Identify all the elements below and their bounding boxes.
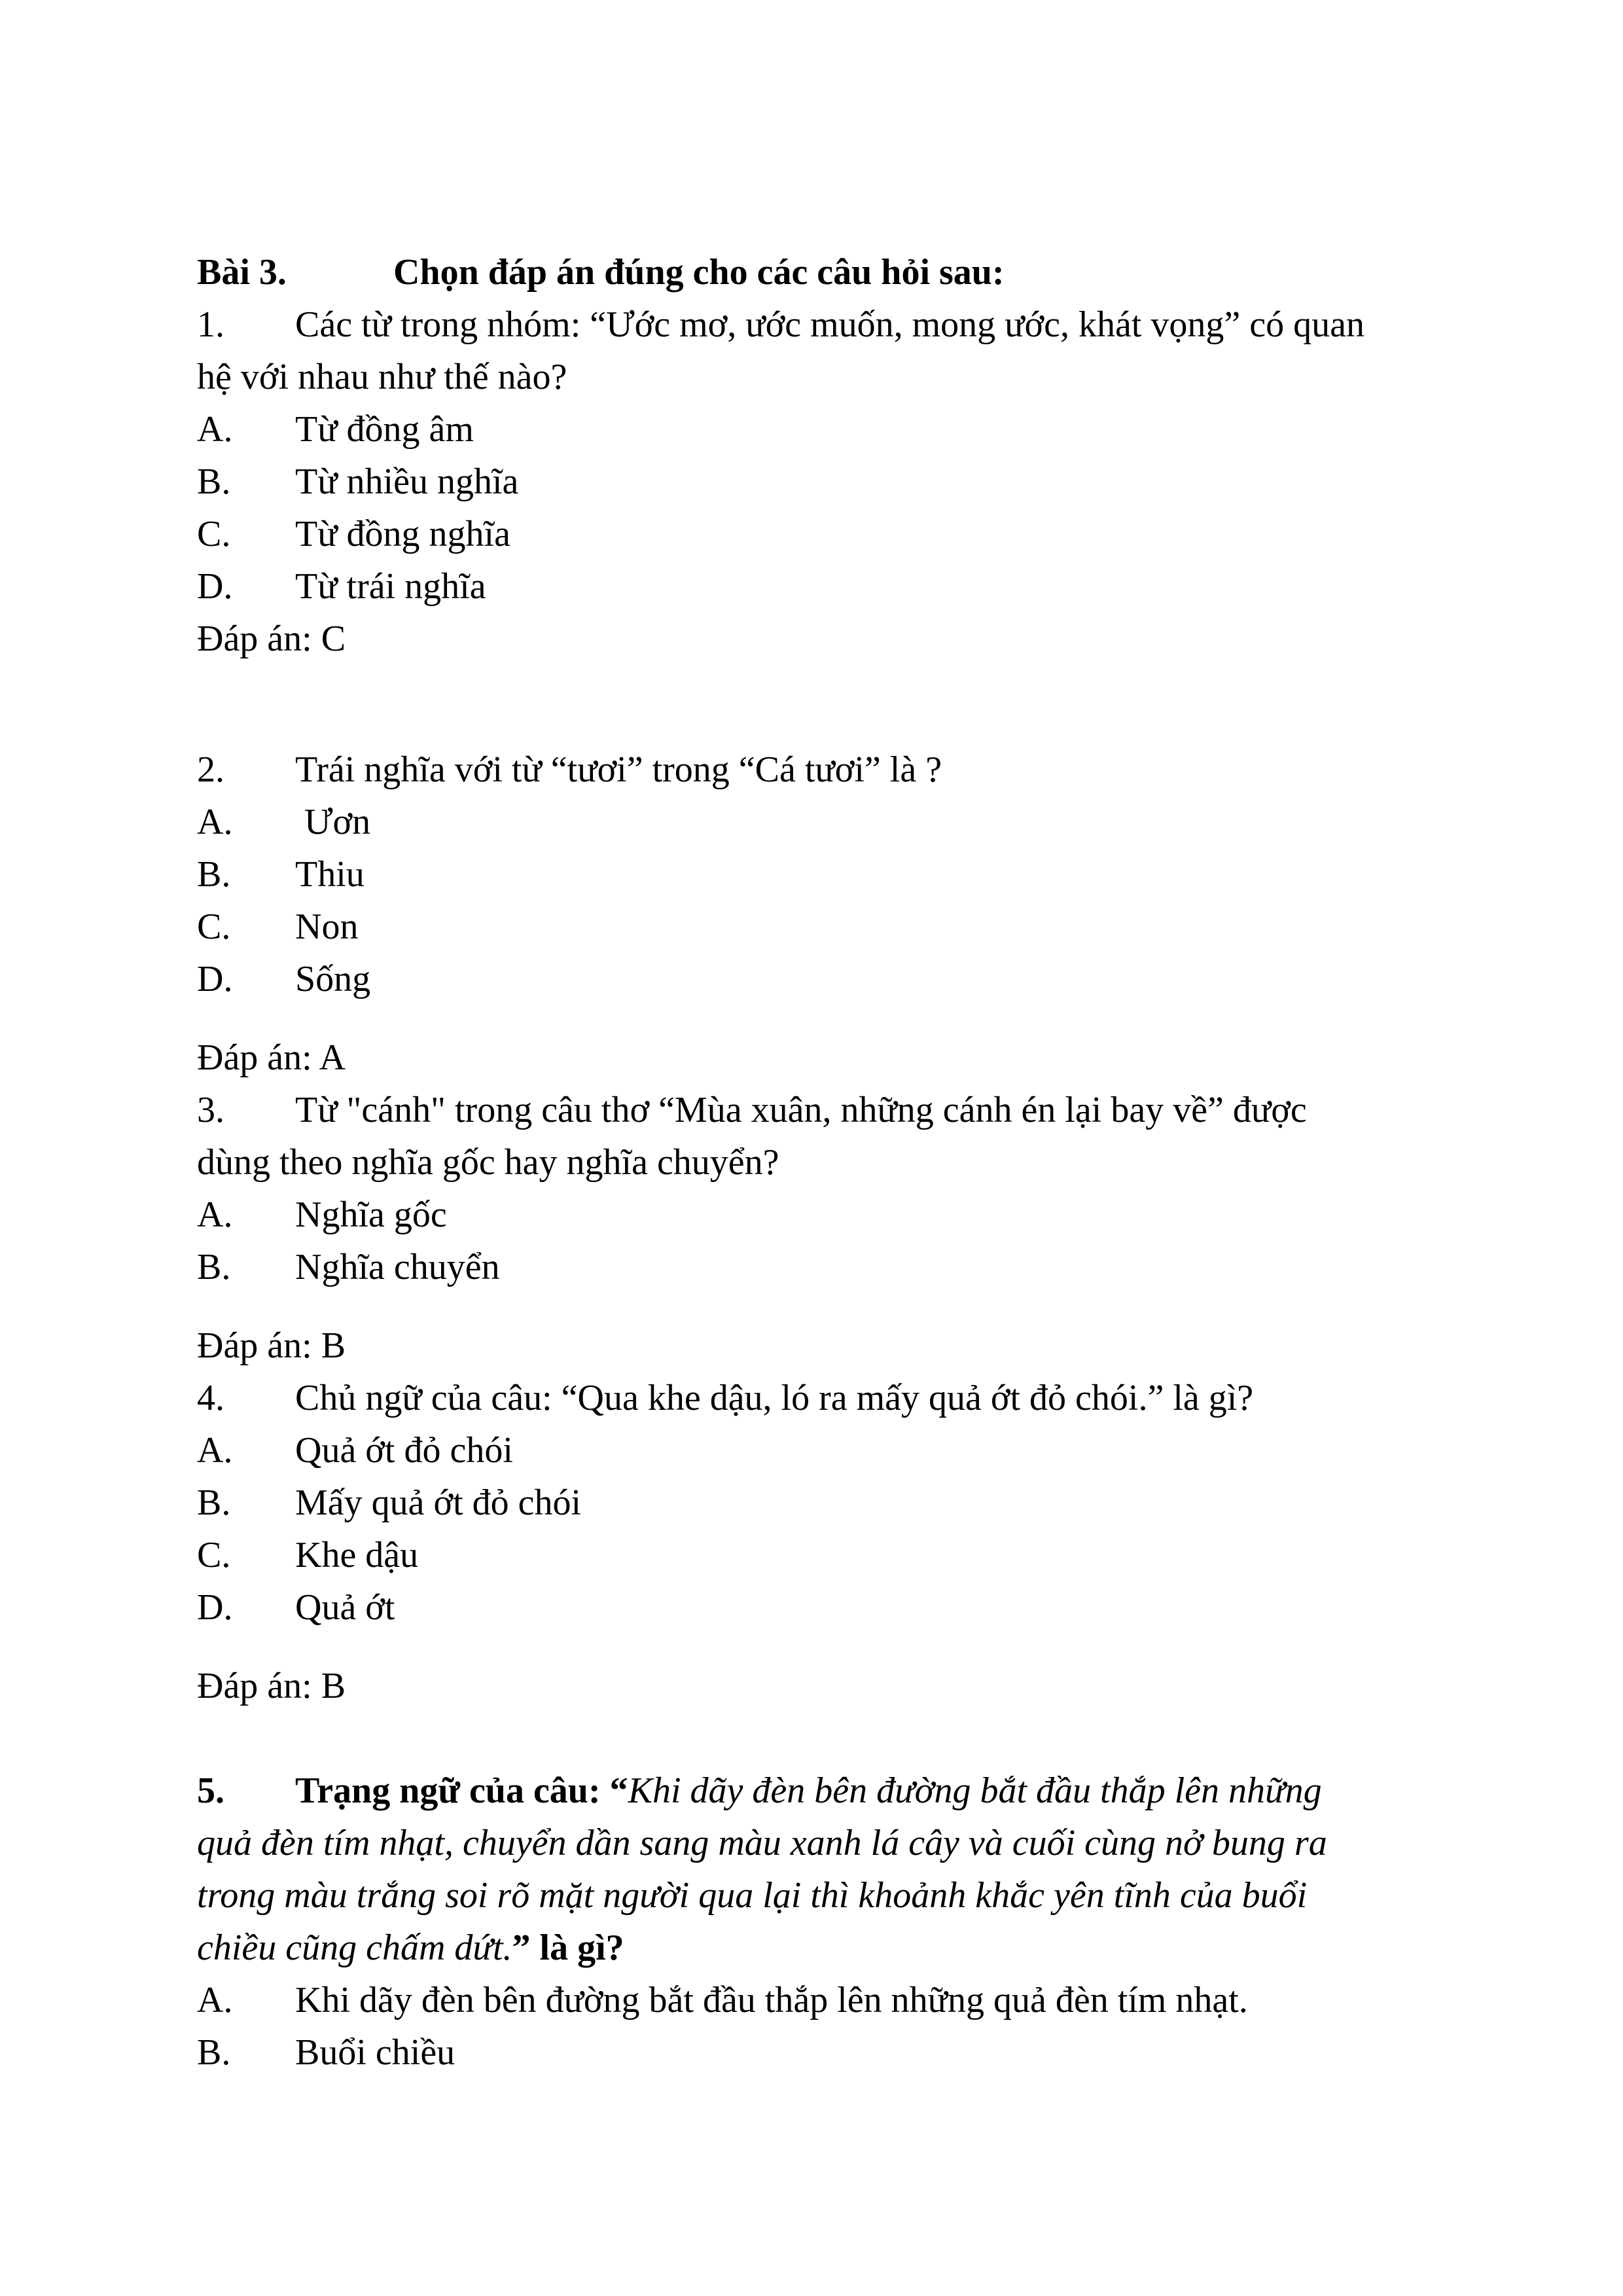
answer-4: Đáp án: B [197, 1666, 346, 1706]
exercise-title: Chọn đáp án đúng cho các câu hỏi sau: [393, 252, 1005, 293]
question-number: 2. [197, 749, 224, 790]
question-3-continued [197, 1136, 1427, 1189]
option-text: Sống [295, 959, 371, 999]
option-letter: B. [197, 1247, 231, 1287]
option-text: Quả ớt [295, 1587, 395, 1628]
question-text: hệ với nhau như thế nào? [197, 357, 567, 397]
option-text: Từ trái nghĩa [295, 566, 486, 607]
question-number: 1. [197, 304, 224, 345]
option-letter: A. [197, 1980, 233, 2020]
option-letter: A. [197, 409, 233, 450]
option-text: Non [295, 906, 359, 947]
option-letter: B. [197, 461, 231, 502]
option-text: Nghĩa chuyển [295, 1247, 500, 1287]
option-letter: B. [197, 1482, 231, 1523]
option-letter: D. [197, 959, 233, 999]
option-text: Ươn [295, 802, 371, 842]
option-text: Buổi chiều [295, 2032, 455, 2073]
question-5-continued [197, 1869, 1427, 1922]
option-letter: B. [197, 2032, 231, 2073]
option-text: Khe dậu [295, 1535, 419, 1575]
answer-2: Đáp án: A [197, 1037, 346, 1078]
question-5-continued [197, 1817, 1427, 1869]
question-text: Chủ ngữ của câu: “Qua khe dậu, ló ra mấy quả ớt đỏ chói.” là gì? [295, 1378, 1254, 1418]
option-letter: D. [197, 566, 233, 607]
question-number: 3. [197, 1090, 224, 1130]
option-letter: C. [197, 906, 231, 947]
quoted-sentence: trong màu trắng soi rõ mặt người qua lại thì khoảnh khắc yên tĩnh của buổi [197, 1875, 1308, 1916]
option-text: Từ nhiều nghĩa [295, 461, 519, 502]
question-text: Trái nghĩa với từ “tươi” trong “Cá tươi” là ? [295, 749, 942, 790]
option-letter: A. [197, 1194, 233, 1235]
option-letter: A. [197, 1430, 233, 1471]
question-lead: Trạng ngữ của câu: “ [295, 1770, 628, 1811]
question-1-continued [197, 351, 1427, 403]
question-5-continued [197, 1922, 1427, 1974]
option-letter: D. [197, 1587, 233, 1628]
option-letter: C. [197, 1535, 231, 1575]
question-number: 5. [197, 1770, 224, 1811]
question-tail: ” là gì? [512, 1928, 624, 1968]
option-text: Nghĩa gốc [295, 1194, 447, 1235]
exercise-label: Bài 3. [197, 252, 287, 293]
question-text: Từ "cánh" trong câu thơ “Mùa xuân, những cánh én lại bay về” được [295, 1090, 1307, 1130]
quoted-sentence: quả đèn tím nhạt, chuyển dần sang màu xanh lá cây và cuối cùng nở bung ra [197, 1823, 1327, 1863]
option-text: Từ đồng nghĩa [295, 514, 510, 554]
quoted-sentence: chiều cũng chấm dứt. [197, 1928, 512, 1968]
question-text: dùng theo nghĩa gốc hay nghĩa chuyển? [197, 1142, 779, 1183]
answer-3: Đáp án: B [197, 1325, 346, 1366]
option-text: Mấy quả ớt đỏ chói [295, 1482, 582, 1523]
option-letter: B. [197, 854, 231, 895]
quoted-sentence: Khi dãy đèn bên đường bắt đầu thắp lên những [628, 1770, 1322, 1811]
question-number: 4. [197, 1378, 224, 1418]
option-text: Khi dãy đèn bên đường bắt đầu thắp lên những quả đèn tím nhạt. [295, 1980, 1248, 2020]
answer-1: Đáp án: C [197, 619, 346, 659]
question-text: Các từ trong nhóm: “Ước mơ, ước muốn, mong ước, khát vọng” có quan [295, 304, 1364, 345]
option-text: Từ đồng âm [295, 409, 474, 450]
option-text: Quả ớt đỏ chói [295, 1430, 513, 1471]
option-letter: C. [197, 514, 231, 554]
option-text: Thiu [295, 854, 365, 895]
option-letter: A. [197, 802, 233, 842]
